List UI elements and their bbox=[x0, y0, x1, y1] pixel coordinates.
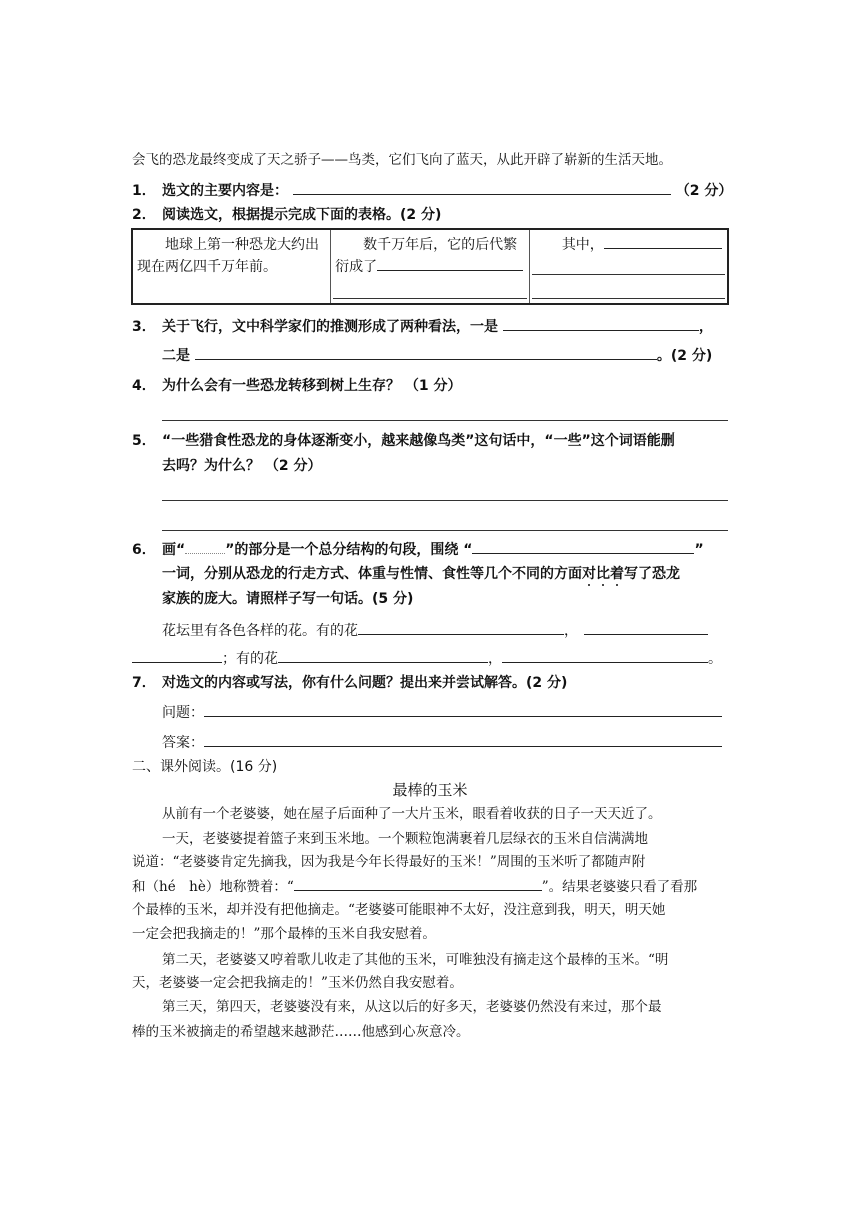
question-text: 画“ bbox=[162, 542, 186, 558]
answer-line[interactable] bbox=[333, 298, 527, 299]
example-text: ；有的花 bbox=[222, 651, 278, 667]
example-text: ， bbox=[488, 651, 502, 667]
question-text: “一些猎食性恐龙的身体逐渐变小，越来越像鸟类”这句话中，“一些”这个词语能删 bbox=[162, 433, 675, 449]
question-1 bbox=[132, 180, 732, 201]
answer-blank[interactable] bbox=[503, 316, 699, 331]
story-paragraph-3-line-2: 天，老婆婆一定会把我摘走的！”玉米仍然自我安慰着。 bbox=[132, 975, 463, 991]
answer-blank[interactable] bbox=[294, 876, 542, 891]
story-text: 和（hé hè）地称赞着：“ bbox=[132, 879, 294, 895]
score-label: 。(2 分) bbox=[656, 348, 713, 364]
story-paragraph-4-line-2: 棒的玉米被摘走的希望越来越渺茫……他感到心灰意冷。 bbox=[132, 1024, 470, 1040]
answer-input[interactable] bbox=[204, 732, 722, 747]
question-number: 5． bbox=[132, 433, 156, 449]
answer-blank[interactable] bbox=[584, 620, 708, 635]
answer-blank[interactable] bbox=[604, 234, 722, 249]
answer-blank[interactable] bbox=[472, 539, 694, 554]
story-paragraph-4-line-1: 第三天，第四天，老婆婆没有来，从这以后的好多天，老婆婆仍然没有来过，那个最 bbox=[162, 999, 662, 1015]
story-paragraph-1: 从前有一个老婆婆，她在屋子后面种了一大片玉米，眼看着收获的日子一天天近了。 bbox=[162, 806, 662, 822]
question-text: 选文的主要内容是： bbox=[162, 183, 288, 199]
story-paragraph-2-line-5: 一定会把我摘走的！”那个最棒的玉米自我安慰着。 bbox=[132, 926, 436, 942]
story-title: 最棒的玉米 bbox=[392, 781, 468, 799]
question-6-example-2 bbox=[132, 648, 732, 669]
cell-text: 数千万年后，它的后代繁 bbox=[363, 237, 518, 253]
answer-line[interactable] bbox=[162, 500, 728, 501]
question-text: 二是 bbox=[162, 348, 190, 364]
story-paragraph-2-line-3 bbox=[132, 876, 732, 897]
table-cell-descendants[interactable] bbox=[331, 229, 530, 304]
comma: ， bbox=[698, 319, 713, 335]
story-paragraph-3-line-1: 第二天，老婆婆又哼着歌儿收走了其他的玉米，可唯独没有摘走这个最棒的玉米。“明 bbox=[162, 952, 669, 968]
intro-line: 会飞的恐龙最终变成了天之骄子——鸟类，它们飞向了蓝天，从此开辟了崭新的生活天地。 bbox=[132, 152, 672, 168]
question-7-question-row bbox=[162, 702, 762, 723]
question-4 bbox=[132, 376, 732, 396]
example-text: ， bbox=[564, 623, 578, 639]
answer-blank[interactable] bbox=[278, 648, 488, 663]
answer-blank[interactable] bbox=[195, 345, 657, 360]
emphasized-char: 比 bbox=[596, 566, 610, 582]
question-7 bbox=[132, 673, 732, 693]
example-text: 花坛里有各色各样的花。有的花 bbox=[162, 623, 358, 639]
question-3 bbox=[132, 316, 732, 337]
answer-line[interactable] bbox=[162, 530, 728, 531]
question-number: 2． bbox=[132, 207, 156, 223]
cell-text: 地球上第一种恐龙大约出现在两亿四千万年前。 bbox=[137, 237, 319, 275]
answer-blank[interactable] bbox=[358, 620, 564, 635]
story-paragraph-2-line-4: 个最棒的玉米，却并没有把他摘走。“老婆婆可能眼神不太好，没注意到我，明天，明天她 bbox=[132, 902, 666, 918]
table-cell-origin bbox=[132, 229, 331, 304]
question-3-line-2 bbox=[162, 345, 732, 366]
question-text: 写了恐龙 bbox=[624, 566, 680, 582]
answer-blank[interactable] bbox=[502, 648, 708, 663]
cell-text: 其中， bbox=[561, 237, 604, 253]
question-5 bbox=[132, 431, 732, 451]
dinosaur-table bbox=[131, 228, 729, 305]
question-6-line-3: 家族的庞大。请照样子写一句话。(5 分) bbox=[162, 591, 414, 607]
question-text: 为什么会有一些恐龙转移到树上生存？ （1 分） bbox=[162, 378, 462, 394]
question-number: 7． bbox=[132, 675, 156, 691]
answer-line[interactable] bbox=[532, 298, 725, 299]
question-2 bbox=[132, 205, 732, 225]
story-paragraph-2-line-1: 一天，老婆婆提着篮子来到玉米地。一个颗粒饱满裹着几层绿衣的玉米自信满满地 bbox=[162, 831, 648, 847]
question-text: ”的部分是一个总分结构的句段，围绕 “ bbox=[225, 542, 473, 558]
question-number: 3． bbox=[132, 319, 156, 335]
question-text: ” bbox=[694, 542, 704, 558]
emphasized-char: 对 bbox=[582, 566, 596, 582]
question-6-line-2 bbox=[162, 564, 762, 584]
cell-text: 衍成了 bbox=[335, 259, 378, 275]
answer-line[interactable] bbox=[162, 420, 728, 421]
question-6-example bbox=[162, 620, 762, 641]
question-text: 对选文的内容或写法，你有什么问题？提出来并尝试解答。(2 分) bbox=[162, 675, 568, 691]
question-text: 一词，分别从恐龙的行走方式、体重与性情、食性等几个不同的方面 bbox=[162, 566, 582, 582]
answer-line[interactable] bbox=[532, 274, 725, 275]
question-7-answer-row bbox=[162, 732, 762, 753]
answer-blank[interactable] bbox=[293, 180, 671, 195]
question-number: 1． bbox=[132, 183, 156, 199]
question-5-line-2: 去吗？为什么？ （2 分） bbox=[162, 458, 322, 474]
question-label: 问题： bbox=[162, 705, 204, 721]
question-text: 阅读选文，根据提示完成下面的表格。(2 分) bbox=[162, 207, 442, 223]
question-input[interactable] bbox=[204, 702, 722, 717]
section-heading: 二、课外阅读。(16 分) bbox=[132, 759, 278, 775]
answer-blank[interactable] bbox=[132, 648, 222, 663]
question-number: 4． bbox=[132, 378, 156, 394]
answer-blank[interactable] bbox=[377, 256, 523, 271]
story-text: ”。结果老婆婆只看了看那 bbox=[541, 879, 698, 895]
answer-label: 答案： bbox=[162, 735, 204, 751]
emphasized-char: 着 bbox=[610, 566, 624, 582]
question-number: 6． bbox=[132, 542, 156, 558]
story-paragraph-2-line-2: 说道：“老婆婆肯定先摘我，因为我是今年长得最好的玉米！”周围的玉米听了都随声附 bbox=[132, 854, 646, 870]
score-label: （2 分） bbox=[675, 183, 733, 199]
question-6 bbox=[132, 539, 732, 560]
table-cell-among[interactable] bbox=[529, 229, 728, 304]
dotted-underline-sample bbox=[185, 541, 225, 554]
question-text: 关于飞行，文中科学家们的推测形成了两种看法，一是 bbox=[162, 319, 498, 335]
example-text: 。 bbox=[708, 651, 722, 667]
